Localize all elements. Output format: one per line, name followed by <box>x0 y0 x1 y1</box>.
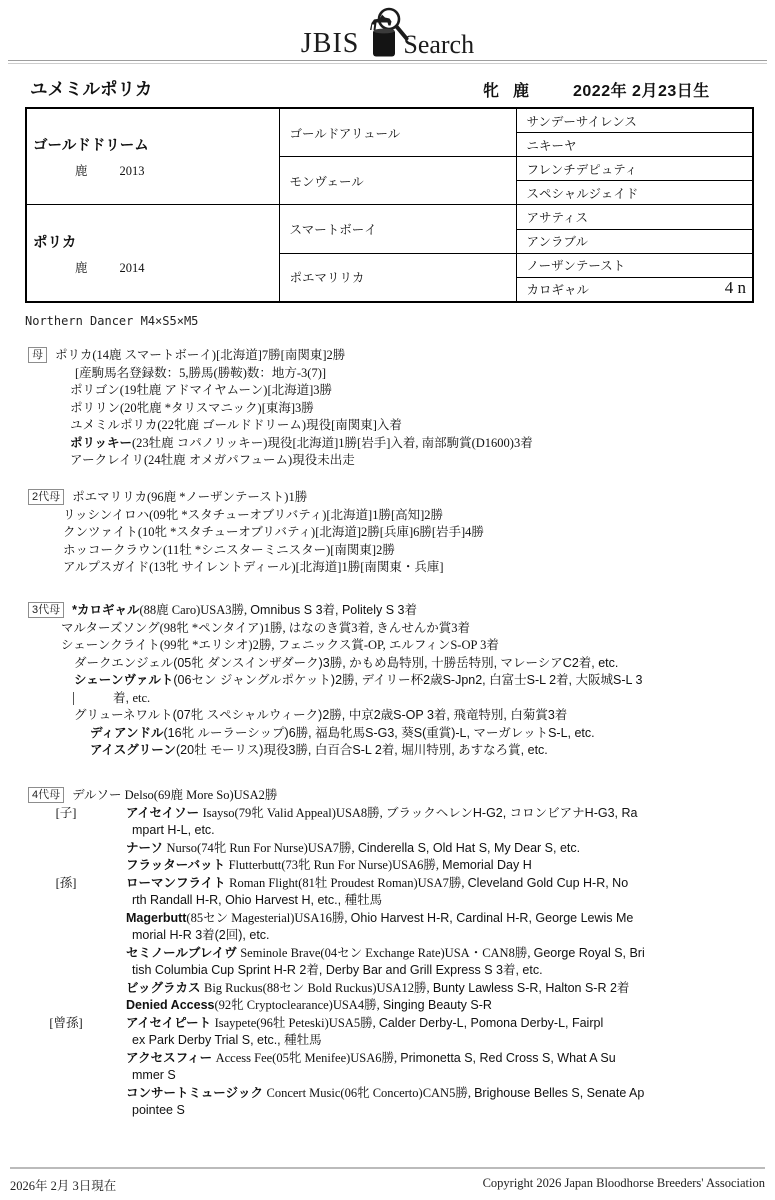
pedigree-line: ディアンドル(16牝 ルーラーシップ)6勝, 福島牝馬S-G3, 葵S(重賞)-L, マーガレットS-L, etc. <box>90 725 595 740</box>
sire-dam-cell: モンヴェール <box>279 157 516 205</box>
pedigree-line: [曾孫] アイセイピート Isaypete(96牡 Peteski)USA5勝, Calder Derby-L, Pomona Derby-L, Fairpl <box>28 1015 765 1033</box>
pedigree-line: シェーンクライト(99牝 *エリシオ)2勝, フェニックス賞-OP, エルフィンS-OP 3着 <box>61 638 499 652</box>
pedigree-line: mpart H-L, etc. <box>132 823 215 837</box>
jbis-logo <box>0 4 775 60</box>
logo-text-search: Search <box>403 30 475 59</box>
header-divider <box>8 60 767 64</box>
section-header-line: 母 ポリカ(14鹿 スマートボーイ)[北海道]7勝[南関東]2勝 <box>28 347 765 365</box>
pedigree-line: シェーンヴァルト(06セン ジャングルポケット)2勝, デイリー杯2歳S-Jpn2, 白富士S-L 2着, 大阪城S-L 3 <box>74 673 643 687</box>
pedigree-line: Magerbutt(85セン Magesterial)USA16勝, Ohio Harvest H-R, Cardinal H-R, George Lewis Me <box>126 910 634 925</box>
pedigree-line: クンツァイト(10牝 *スタチューオブリバティ)[北海道]2勝[兵庫]6勝[岩手]4勝 <box>63 525 484 539</box>
footer-divider <box>10 1167 765 1169</box>
pedigree-line: [子] アイセイソー Isayso(79牝 Valid Appeal)USA8勝, ブラックヘレンH-G2, コロンビアナH-G3, Ra <box>28 805 765 823</box>
pedigree-line: アークレイリ(24牡鹿 オメガパフューム)現役未出走 <box>70 453 355 467</box>
pedigree-line: グリューネワルト(07牝 スペシャルウィーク)2勝, 中京2歳S-OP 3着, 飛竜特別, 白菊賞3着 <box>74 708 568 722</box>
section-label: 母 <box>28 347 47 363</box>
ancestor-cell: アンラブル <box>516 229 753 253</box>
copyright-text: Copyright 2026 Japan Bloodhorse Breeders' Association <box>482 1176 765 1190</box>
pedigree-line: rth Randall H-R, Ohio Harvest H, etc., 種牡馬 <box>132 893 383 907</box>
pedigree-line: ex Park Derby Trial S, etc., 種牡馬 <box>132 1033 322 1047</box>
pedigree-line: アクセスフィー Access Fee(05牝 Menifee)USA6勝, Primonetta S, Red Cross S, What A Su <box>126 1050 616 1065</box>
pedigree-line: Denied Access(92牝 Cryptoclearance)USA4勝, Singing Beauty S-R <box>126 998 492 1012</box>
inbreeding-note: Northern Dancer M4×S5×M5 <box>25 314 199 328</box>
dam-coat-year: 鹿 2014 <box>75 260 145 275</box>
pedigree-line: ダークエンジェル(05牝 ダンスインザダーク)3勝, かもめ島特別, 十勝岳特別, マレーシアC2着, etc. <box>74 655 619 670</box>
section-2 <box>28 602 765 760</box>
section-label: 2代母 <box>28 489 64 505</box>
section-label: 3代母 <box>28 602 64 618</box>
ancestor-cell: ノーザンテースト <box>516 253 753 277</box>
dam-name: ポリカ <box>33 234 77 251</box>
pedigree-line: アルプスガイド(13牝 サイレントディール)[北海道]1勝[南関東・兵庫] <box>63 560 444 574</box>
horse-name-title: ユメミルポリカ <box>30 79 153 99</box>
sire-name: ゴールドドリーム <box>33 138 149 155</box>
pedigree-line: mmer S <box>132 1068 176 1082</box>
section-header-line: 4代母 デルソー Delso(69鹿 More So)USA2勝 <box>28 787 765 805</box>
pedigree-line: フラッターバット Flutterbutt(73牝 Run For Nurse)USA6勝, Memorial Day H <box>126 858 532 872</box>
logo-text-jbis: JBIS <box>300 28 360 59</box>
section-3 <box>28 787 765 1120</box>
section-header-line: 2代母 ポエマリリカ(96鹿 *ノーザンテースト)1勝 <box>28 489 765 507</box>
ancestor-cell: アサティス <box>516 205 753 229</box>
pedigree-line: ユメミルポリカ(22牝鹿 ゴールドドリーム)現役[南関東]入着 <box>70 418 402 432</box>
report-date: 2026年 2月 3日現在 <box>10 1179 117 1193</box>
pedigree-table <box>25 107 754 303</box>
sire-coat-year: 鹿 2013 <box>75 164 145 179</box>
pedigree-line: コンサートミュージック Concert Music(06牝 Concerto)CAN5勝, Brighouse Belles S, Senate Ap <box>126 1085 645 1100</box>
pedigree-line: 着, etc. <box>28 690 765 708</box>
tree-branch-line <box>73 692 74 705</box>
pedigree-line: tish Columbia Cup Sprint H-R 2着, Derby Bar and Grill Express S 3着, etc. <box>132 963 543 977</box>
horse-coat: 鹿 <box>513 83 530 100</box>
pedigree-line: morial H-R 3着(2回), etc. <box>132 928 270 942</box>
pedigree-line: ポリッキー(23牡鹿 コパノリッキー)現役[北海道]1勝[岩手]入着, 南部駒賞(D1600)3着 <box>70 435 533 450</box>
horse-sex: 牝 <box>483 83 500 100</box>
pedigree-line: ポリゴン(19牡鹿 アドマイヤムーン)[北海道]3勝 <box>70 383 333 397</box>
sire-sire-cell: ゴールドアリュール <box>279 108 516 157</box>
relation-tag: [子] <box>55 805 77 820</box>
sire-cell <box>26 108 279 205</box>
section-header-line: 3代母 *カロギャル(88鹿 Caro)USA3勝, Omnibus S 3着, Politely S 3着 <box>28 602 765 620</box>
section-label: 4代母 <box>28 787 64 803</box>
pedigree-line: ポリリン(20牝鹿 *タリスマニック)[東海]3勝 <box>70 400 314 415</box>
pedigree-line: セミノールブレイヴ Seminole Brave(04セン Exchange Rate)USA・CAN8勝, George Royal S, Bri <box>126 945 645 960</box>
barrel-icon <box>373 30 395 57</box>
pedigree-line: リッシンイロハ(09牝 *スタチューオブリバティ)[北海道]1勝[高知]2勝 <box>63 507 444 522</box>
pedigree-line: [産駒馬名登録数：5,勝馬(勝鞍)数：地方-3(7)] <box>75 365 327 380</box>
ancestor-cell: フレンチデピュティ <box>516 157 753 181</box>
horse-birthdate: 2022年 2月23日生 <box>573 83 710 100</box>
relation-tag: [孫] <box>55 875 77 890</box>
section-1 <box>28 489 765 577</box>
pedigree-line: ナーソ Nurso(74牝 Run For Nurse)USA7勝, Cinderella S, Old Hat S, My Dear S, etc. <box>126 840 581 855</box>
ancestor-cell: ニキーヤ <box>516 133 753 157</box>
relation-tag: [曾孫] <box>49 1015 83 1030</box>
pedigree-line: pointee S <box>132 1103 185 1117</box>
ancestor-cell: サンデーサイレンス <box>516 108 753 133</box>
pedigree-line: アイスグリーン(20牡 モーリス)現役3勝, 白百合S-L 2着, 堀川特別, あすなろ賞, etc. <box>90 743 548 757</box>
section-0 <box>28 347 765 470</box>
dam-sire-cell: スマートボーイ <box>279 205 516 253</box>
pedigree-line: ホッコークラウン(11牡 *シニスターミニスター)[南関東]2勝 <box>63 542 395 557</box>
pedigree-line: [孫] ローマンフライト Roman Flight(81牡 Proudest Roman)USA7勝, Cleveland Gold Cup H-R, No <box>28 875 765 893</box>
ancestor-cell: スペシャルジェイド <box>516 181 753 205</box>
dam-cell <box>26 205 279 302</box>
dam-dam-cell: ポエマリリカ <box>279 253 516 302</box>
ancestor-cell: カロギャル 4 n <box>516 277 753 302</box>
pedigree-line: マルターズソング(98牝 *ペンタイア)1勝, はなのき賞3着, きんせんか賞3着 <box>61 620 470 635</box>
corner-note: 4 n <box>724 277 746 297</box>
pedigree-line: ビッグラカス Big Ruckus(88セン Bold Ruckus)USA12勝, Bunty Lawless S-R, Halton S-R 2着 <box>126 980 630 995</box>
